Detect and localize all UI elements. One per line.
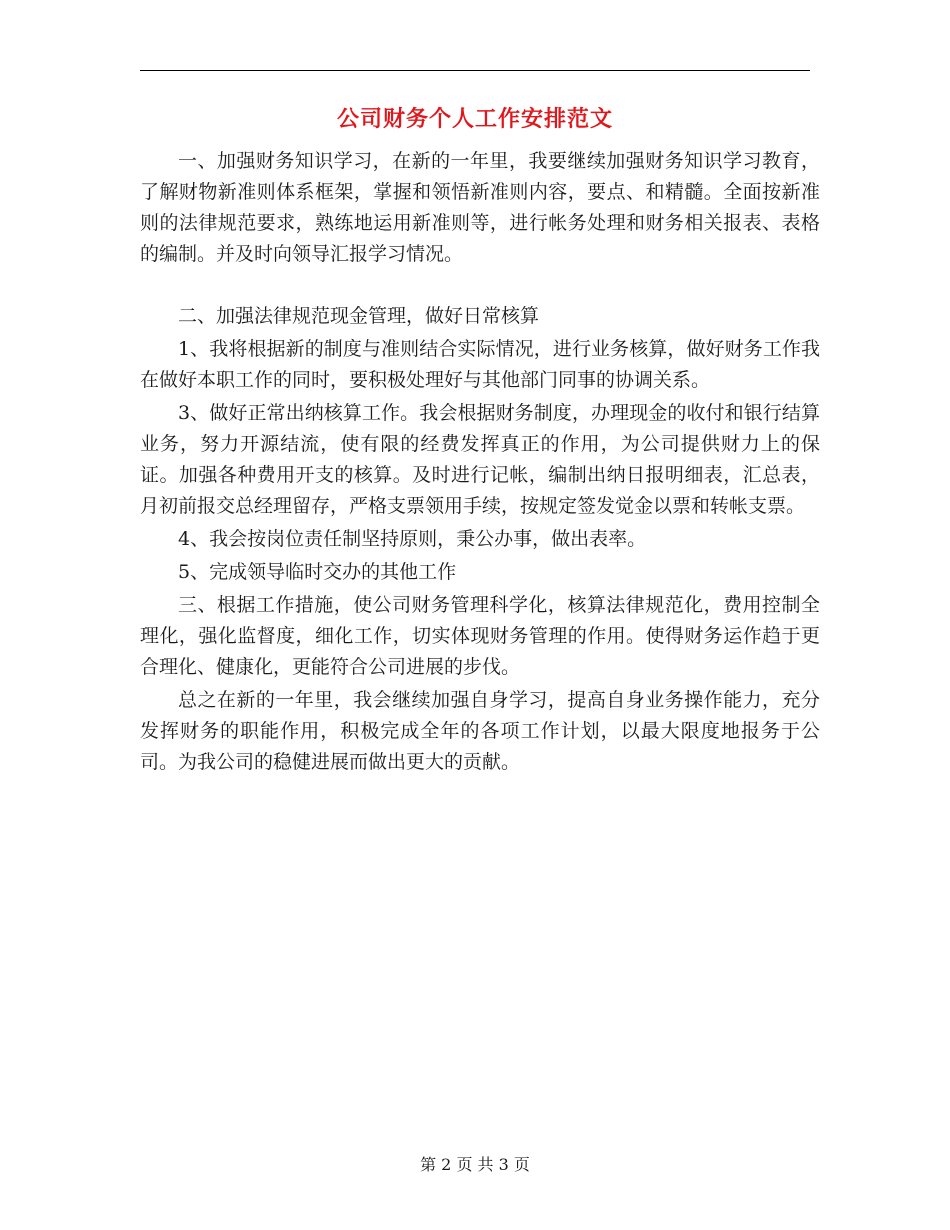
paragraph-section-3: 三、根据工作措施，使公司财务管理科学化，核算法律规范化，费用控制全理化，强化监督度，细化工作，切实体现财务管理的作用。使得财务运作趋于更合理化、健康化，更能符合公司进展的步伐。 <box>140 594 820 678</box>
paragraph-conclusion: 总之在新的一年里，我会继续加强自身学习，提高自身业务操作能力，充分发挥财务的职能作用，积极完成全年的各项工作计划，以最大限度地报务于公司。为我公司的稳健进展而做出更大的贡献。 <box>140 689 820 773</box>
paragraph-item-3: 3、做好正常出纳核算工作。我会根据财务制度，办理现金的收付和银行结算业务，努力开源结流，使有限的经费发挥真正的作用，为公司提供财力上的保证。加强各种费用开支的核算。及时进行记帐，编制出纳日报明细表，汇总表，月初前报交总经理留存，严格支票领用手续，按规定签发觉金以票和转帐支票。 <box>140 402 820 517</box>
paragraph-item-1: 1、我将根据新的制度与准则结合实际情况，进行业务核算，做好财务工作我在做好本职工作的同时，要积极处理好与其他部门同事的协调关系。 <box>140 338 820 391</box>
paragraph-item-4: 4、我会按岗位责任制坚持原则，秉公办事，做出表率。 <box>178 528 647 550</box>
paragraph-item-5: 5、完成领导临时交办的其他工作 <box>178 561 457 583</box>
document-body <box>140 146 820 778</box>
header-rule <box>140 70 810 71</box>
paragraph-section-2-heading: 二、加强法律规范现金管理，做好日常核算 <box>178 305 540 327</box>
paragraph-section-1: 一、加强财务知识学习，在新的一年里，我要继续加强财务知识学习教育，了解财物新准则体系框架，掌握和领悟新准则内容，要点、和精髓。全面按新准则的法律规范要求，熟练地运用新准则等，进行帐务处理和财务相关报表、表格的编制。并及时向领导汇报学习情况。 <box>140 150 820 265</box>
document-title: 公司财务个人工作安排范文 <box>336 106 613 132</box>
page-number: 第 2 页 共 3 页 <box>420 1155 530 1174</box>
